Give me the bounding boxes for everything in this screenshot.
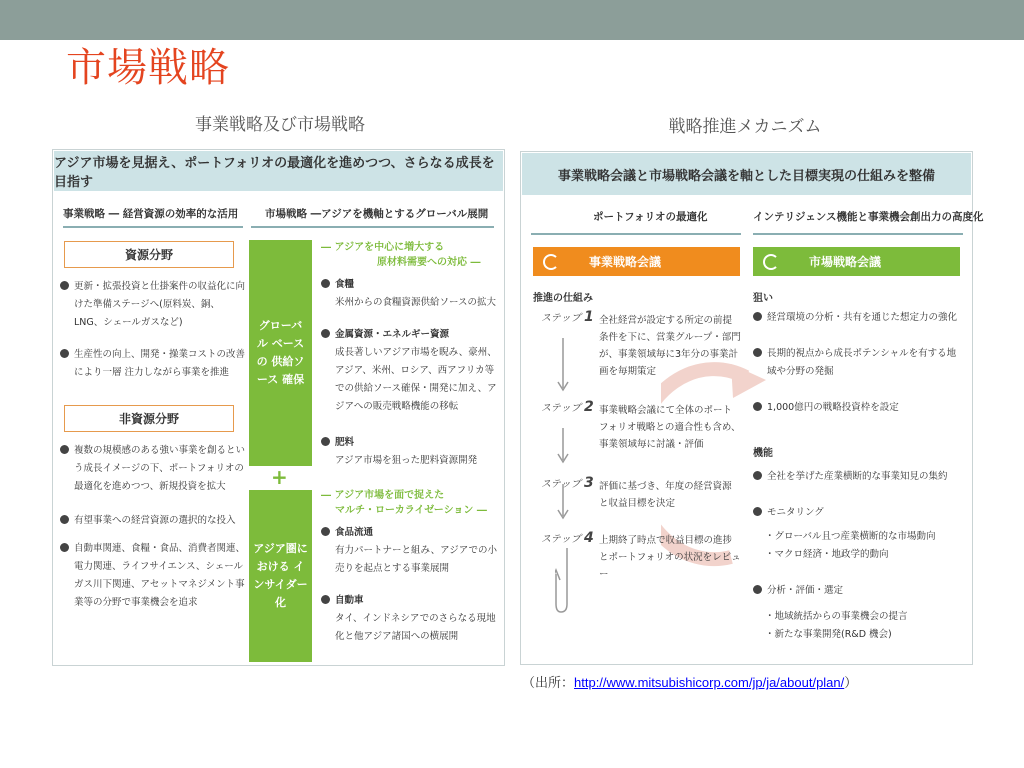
source-citation: （出所：http://www.mitsubishicorp.com/jp/ja/about/plan/） [522,675,858,690]
divider [251,226,494,228]
list-item: 1,000億円の戦略投資枠を設定 [753,399,963,417]
cycle-icon [543,254,559,270]
bullet-icon [753,312,762,321]
bullet-icon [753,585,762,594]
right-panel [520,151,984,665]
top-color-bar [0,0,1024,40]
step-description: 全社経営が設定する所定の前提条件を下に、営業グループ・部門が、事業領域毎に3年分の事業計画を毎期策定 [599,315,741,377]
step-label: ステップ 3 [541,475,594,491]
sub-item: ・グローバル且つ産業横断的な市場動向 [765,531,936,542]
step-label: ステップ 2 [541,399,594,415]
cycle-icon [763,254,779,270]
bullet-icon [321,329,330,338]
list-item: 肥料 アジア市場を狙った肥料資源開発 [321,434,501,470]
left-panel-heading: 事業戦略及び市場戦略 [195,115,365,135]
divider [531,233,741,235]
green-section-heading: ― アジア市場を面で捉えた マルチ・ローカライゼーション ― [321,490,487,516]
bullet-icon [321,437,330,446]
bullet-icon [753,471,762,480]
divider [63,226,243,228]
step-description: 評価に基づき、年度の経営資源と収益目標を決定 [599,481,732,509]
list-item: 生産性の向上、開発・操業コストの改善により一層 注力しながら事業を推進 [60,346,245,382]
list-item: 更新・拡張投資と仕掛案件の収益化に向けた準備ステージへ(原料炭、銅、LNG、シェールガスなど) [60,278,245,332]
bullet-icon [60,543,69,552]
bullet-icon [60,281,69,290]
left-banner: アジア市場を見据え、ポートフォリオの最適化を進めつつ、さらなる成長を目指す [54,151,503,191]
list-item: 経営環境の分析・共有を通じた想定力の強化 [753,309,963,327]
list-item: 有望事業への経営資源の選択的な投入 [60,512,245,530]
list-item: 金属資源・エネルギー資源 成長著しいアジア市場を睨み、豪州、アジア、米州、ロシア、西アフリカ等での供給ソース確保・開発に加え、アジアへの販売戦略機能の移転 [321,326,501,416]
source-link[interactable]: http://www.mitsubishicorp.com/jp/ja/about/plan/ [574,675,845,690]
list-item: 複数の規模感のある強い事業を創るという成長イメージの下、ポートフォリオの最適化を進めつつ、新規投資を拡大 [60,442,245,496]
step-label: ステップ 1 [541,309,594,325]
business-strategy-header: 事業戦略 ― 経営資源の効率的な活用 [63,208,239,220]
bullet-icon [753,507,762,516]
resource-field-label: 資源分野 [64,241,234,268]
list-item: 食品流通 有力パートナーと組み、アジアでの小売りを起点とする事業展開 [321,524,501,578]
mechanism-heading: 推進の仕組み [533,293,593,304]
market-strategy-meeting-bar: 市場戦略会議 [753,247,960,276]
step-description: 上期終了時点で収益目標の進捗とポートフォリオの状況をレビュー [599,535,741,580]
global-supply-source-box: グローバル ベースの 供給ソース 確保 [249,240,312,466]
list-item: 長期的視点から成長ポテンシャルを有する地域や分野の発掘 [753,345,963,381]
business-strategy-meeting-bar: 事業戦略会議 [533,247,740,276]
bullet-icon [60,349,69,358]
market-strategy-header: 市場戦略 ―アジアを機軸とするグローバル展開 [265,208,489,220]
sub-item: ・マクロ経済・地政学的動向 [765,549,889,560]
bullet-icon [321,527,330,536]
slide-title: 市場戦略 [66,45,230,91]
list-item: 全社を挙げた産業横断的な事業知見の集約 [753,468,963,486]
functions-heading: 機能 [753,448,773,459]
list-item: 食糧 米州からの食糧資源供給ソースの拡大 [321,276,501,312]
sub-item: ・地域統括からの事業機会の提言 [765,611,908,622]
bullet-icon [753,402,762,411]
step-description: 事業戦略会議にて全体のポートフォリオ戦略との適合性も含め、事業領域毎に討議・評価 [599,405,741,450]
list-item: 自動車 タイ、インドネシアでのさらなる現地化と他アジア諸国への横展開 [321,592,501,646]
bullet-icon [60,445,69,454]
step-label: ステップ 4 [541,530,594,546]
bullet-icon [321,279,330,288]
list-item: モニタリング [753,504,963,522]
list-item: 分析・評価・選定 [753,582,963,600]
divider [753,233,963,235]
asia-insider-box: アジア圏に おける インサイダー化 [249,490,312,662]
non-resource-field-label: 非資源分野 [64,405,234,432]
left-panel [52,149,505,666]
bullet-icon [60,515,69,524]
green-section-heading: ― アジアを中心に増大する 原材料需要への対応 ― [321,242,481,268]
sub-item: ・新たな事業開発(R&D 機会) [765,629,892,640]
plus-icon: + [271,465,288,489]
aims-heading: 狙い [753,293,773,304]
intelligence-header: インテリジェンス機能と事業機会創出力の高度化 [753,211,984,223]
right-banner: 事業戦略会議と市場戦略会議を軸とした目標実現の仕組みを整備 [522,153,971,195]
bullet-icon [753,348,762,357]
portfolio-header: ポートフォリオの最適化 [593,211,708,223]
list-item: 自動車関連、食糧・食品、消費者関連、電力関連、ライフサイエンス、シェールガス川下関連、アセットマネジメント事業等の分野で事業機会を追求 [60,540,245,612]
step-arrows-icon [555,338,571,618]
right-panel-heading: 戦略推進メカニズム [668,117,822,137]
bullet-icon [321,595,330,604]
